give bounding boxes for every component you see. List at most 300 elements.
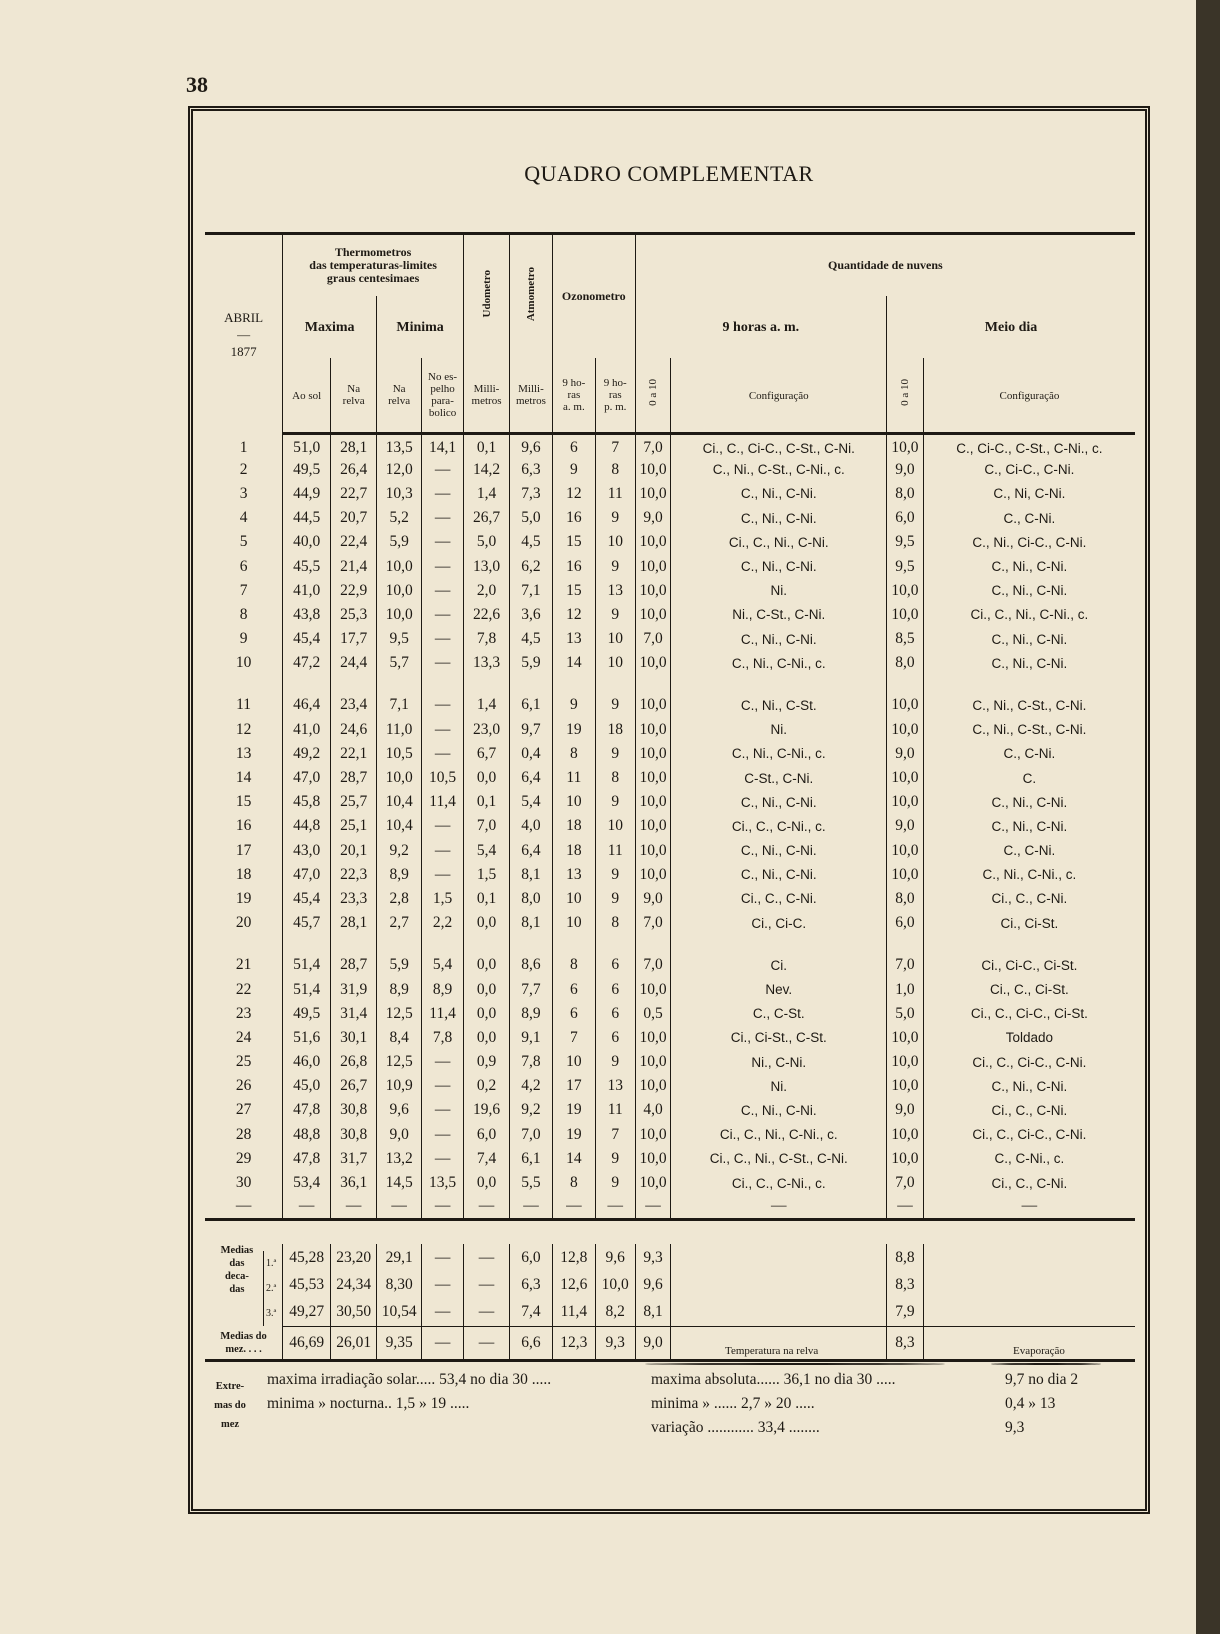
month-label: ABRIL — [224, 309, 264, 325]
table-row — [205, 458, 1135, 482]
table-cell: Ci., C., C-Ni. — [671, 887, 887, 911]
table-cell: C., Ni., C-St., C-Ni., c. — [671, 458, 887, 482]
table-cell: 7,3 — [510, 482, 553, 506]
table-cell: 14 — [235, 769, 252, 787]
table-cell: Ci., C., Ci-C., C-St., C-Ni. — [671, 434, 887, 458]
table-cell: 5,9 — [510, 651, 553, 675]
medias-cell: 6,3 — [510, 1272, 553, 1299]
table-cell: 45,8 — [283, 790, 331, 814]
table-cell: Toldado — [923, 1026, 1135, 1050]
table-cell: 18 — [595, 718, 635, 742]
table-cell: Ci., C., C-Ni., c. — [671, 1171, 887, 1195]
table-cell: 19 — [552, 718, 595, 742]
table-cell: 9 — [595, 887, 635, 911]
oz-pm-3: p. m. — [604, 400, 627, 413]
group-gap — [205, 935, 1135, 953]
table-cell: 10,0 — [887, 434, 924, 458]
table-cell: 6,3 — [510, 458, 553, 482]
sep-cell — [422, 1219, 464, 1244]
table-row — [205, 482, 1135, 506]
table-cell: 28,1 — [331, 911, 377, 935]
table-cell: C., Ci-C., C-St., C-Ni., c. — [923, 434, 1135, 458]
table-cell: 7,1 — [377, 693, 422, 717]
table-cell: C., Ni., C-Ni. — [923, 1074, 1135, 1098]
medias-cell: 49,27 — [283, 1299, 331, 1326]
table-cell: 0,2 — [464, 1074, 510, 1098]
table-cell: 9 — [552, 458, 595, 482]
table-row — [205, 977, 1135, 1001]
table-cell: 13 — [552, 627, 595, 651]
table-cell: 13,3 — [464, 651, 510, 675]
table-cell: 10 — [595, 651, 635, 675]
table-cell: 10,0 — [635, 579, 671, 603]
table-cell: 9,6 — [377, 1098, 422, 1122]
table-row — [205, 1074, 1135, 1098]
table-cell: 20,7 — [331, 506, 377, 530]
medias-cell — [923, 1299, 1135, 1326]
table-cell: 10,0 — [887, 693, 924, 717]
table-cell: Ni., C-St., C-Ni. — [671, 603, 887, 627]
sep-cell — [887, 1219, 924, 1244]
daily-rows — [205, 434, 1135, 1220]
col-am-0a10 — [635, 358, 671, 434]
table-cell: 26,7 — [331, 1074, 377, 1098]
table-cell: 2,7 — [377, 911, 422, 935]
table-cell: C., Ci-C., C-Ni. — [923, 458, 1135, 482]
medias-cell — [671, 1272, 887, 1299]
table-cell: — — [422, 651, 464, 675]
nine-am-header — [635, 296, 886, 358]
table-cell: 0,0 — [464, 1026, 510, 1050]
table-cell: 25,1 — [331, 814, 377, 838]
table-cell: 7,0 — [635, 434, 671, 458]
table-cell: 5,9 — [377, 953, 422, 977]
table-cell: 21 — [235, 956, 252, 974]
table-cell: 5,0 — [464, 530, 510, 554]
table-cell: 43,8 — [283, 603, 331, 627]
table-cell: 8,0 — [887, 482, 924, 506]
medias-mez-cell: 8,3 — [887, 1326, 924, 1360]
table-cell: 10,0 — [635, 742, 671, 766]
extreme-line-3-right: 9,3 — [1005, 1419, 1025, 1436]
table-cell: 9,6 — [510, 434, 553, 458]
table-cell: 8,9 — [422, 977, 464, 1001]
table-cell: 10,0 — [635, 1074, 671, 1098]
table-cell: 17 — [552, 1074, 595, 1098]
table-cell: 10,0 — [887, 1147, 924, 1171]
table-cell: 10 — [552, 1050, 595, 1074]
table-cell: 13,5 — [377, 434, 422, 458]
minima-label: Minima — [396, 319, 444, 335]
espelho-2: pelho — [430, 382, 455, 395]
table-row — [205, 1050, 1135, 1074]
table-cell: 2 — [239, 460, 248, 478]
table-cell: C., Ni., C-Ni. — [923, 790, 1135, 814]
col-ao-sol-label: Ao sol — [292, 389, 322, 402]
table-cell: Ci., Ci-St. — [923, 911, 1135, 935]
decade-mark: 2.ª — [265, 1283, 277, 1295]
table-cell: Ci., Ci-St., C-St. — [671, 1026, 887, 1050]
medias-cell: 11,4 — [552, 1299, 595, 1326]
atmo-mm-1: Milli- — [518, 382, 544, 395]
table-cell: 10,3 — [377, 482, 422, 506]
table-cell: 47,2 — [283, 651, 331, 675]
udometro-header — [464, 234, 510, 358]
dash-cell: — — [377, 1195, 422, 1219]
table-cell: 15 — [552, 530, 595, 554]
oz-am-1: 9 ho- — [562, 376, 586, 389]
medias-mez-cell: — — [464, 1326, 510, 1360]
table-cell: C., Ni., C-St. — [671, 693, 887, 717]
medias-cell: 8,1 — [635, 1299, 671, 1326]
table-cell: 7,0 — [635, 953, 671, 977]
table-row — [205, 718, 1135, 742]
table-cell: 10,0 — [377, 579, 422, 603]
table-cell: 10,0 — [635, 790, 671, 814]
table-cell: C., C-Ni., c. — [923, 1147, 1135, 1171]
table-cell: 1,4 — [464, 693, 510, 717]
gap-cell — [635, 935, 671, 953]
table-cell: 6,4 — [510, 839, 553, 863]
table-cell: 10,0 — [635, 839, 671, 863]
table-cell: 19 — [552, 1098, 595, 1122]
table-cell: C., Ni., C-Ni., c. — [671, 651, 887, 675]
decade-marks — [263, 1251, 276, 1326]
midday-header — [887, 296, 1135, 358]
table-cell: — — [422, 627, 464, 651]
gap-cell — [377, 675, 422, 693]
na-relva-1a: Na — [347, 382, 361, 395]
medias-cell: 10,0 — [595, 1272, 635, 1299]
gap-cell — [331, 675, 377, 693]
table-cell: 1,4 — [464, 482, 510, 506]
table-cell: 10,0 — [887, 766, 924, 790]
table-cell: — — [422, 506, 464, 530]
table-cell: 11 — [552, 766, 595, 790]
table-cell: 7,8 — [422, 1026, 464, 1050]
table-cell: 1,0 — [887, 977, 924, 1001]
oz-pm-1: 9 ho- — [603, 376, 627, 389]
table-cell: 7 — [552, 1026, 595, 1050]
table-cell: 28 — [235, 1125, 252, 1143]
table-cell: C., Ni., C-St., C-Ni. — [923, 718, 1135, 742]
table-cell: Ci., C., C-Ni. — [923, 887, 1135, 911]
sep-cell — [510, 1219, 553, 1244]
extremes-label-2: mas do — [214, 1400, 246, 1411]
medias-mez-line: mez. . . . — [225, 1343, 262, 1355]
table-cell: 47,0 — [283, 863, 331, 887]
espelho-4: bolico — [428, 406, 457, 419]
table-cell: 24,6 — [331, 718, 377, 742]
table-cell: 45,5 — [283, 554, 331, 578]
clouds-label: Quantidade de nuvens — [827, 258, 943, 273]
table-cell: 24 — [235, 1028, 252, 1046]
medias-mez-cell: 9,3 — [595, 1326, 635, 1360]
table-cell: 6,1 — [510, 693, 553, 717]
table-cell: 11 — [595, 839, 635, 863]
table-cell: 10,0 — [635, 863, 671, 887]
table-cell: 23 — [235, 1004, 252, 1022]
medias-cell: 10,54 — [377, 1299, 422, 1326]
espelho-3: para- — [431, 394, 454, 407]
medias-cell: — — [422, 1299, 464, 1326]
table-row — [205, 554, 1135, 578]
table-cell: 9 — [239, 630, 248, 648]
table-cell: C., Ni., C-Ni. — [671, 554, 887, 578]
table-cell: 4,2 — [510, 1074, 553, 1098]
table-cell: 4,0 — [635, 1098, 671, 1122]
table-cell: 9 — [595, 506, 635, 530]
table-cell: 36,1 — [331, 1171, 377, 1195]
dash-cell: — — [923, 1195, 1135, 1219]
table-cell: 5,4 — [510, 790, 553, 814]
dash-cell: — — [510, 1195, 553, 1219]
table-cell: 9 — [552, 693, 595, 717]
table-cell: 0,4 — [510, 742, 553, 766]
table-cell: 22,3 — [331, 863, 377, 887]
table-cell: 8 — [552, 953, 595, 977]
table-cell: C., Ni., C-Ni., c. — [671, 742, 887, 766]
table-cell: Ci., C., Ci-C., C-Ni. — [923, 1050, 1135, 1074]
na-relva-2a: Na — [392, 382, 406, 395]
table-cell: 8 — [552, 742, 595, 766]
sep-cell — [595, 1219, 635, 1244]
medias-cell: 8,3 — [887, 1272, 924, 1299]
table-row — [205, 814, 1135, 838]
table-cell: 9,7 — [510, 718, 553, 742]
table-cell: 10,0 — [635, 1123, 671, 1147]
table-cell: 14 — [552, 1147, 595, 1171]
table-cell: 5,7 — [377, 651, 422, 675]
dash-cell: — — [595, 1195, 635, 1219]
atmo-mm-2: metros — [515, 394, 546, 407]
table-cell: 10,0 — [887, 603, 924, 627]
table-cell: 22,9 — [331, 579, 377, 603]
table-cell: 9,0 — [887, 742, 924, 766]
table-cell: C. — [923, 766, 1135, 790]
temp-relva-brace — [645, 1363, 945, 1365]
table-row — [205, 766, 1135, 790]
table-cell: 23,3 — [331, 887, 377, 911]
gap-cell — [510, 675, 553, 693]
medias-cell: 29,1 — [377, 1244, 422, 1271]
table-cell: 7 — [595, 434, 635, 458]
medias-label-line: das — [229, 1258, 245, 1270]
table-cell: 10,0 — [887, 1050, 924, 1074]
table-cell: 1 — [239, 438, 248, 456]
medias-decade-row — [205, 1244, 1135, 1271]
table-cell: Ci., C., Ci-C., C-Ni. — [923, 1123, 1135, 1147]
thermometer-group-header — [283, 234, 464, 296]
table-cell: 7,0 — [635, 911, 671, 935]
table-cell: 18 — [552, 814, 595, 838]
table-cell: 26,8 — [331, 1050, 377, 1074]
medias-mez-cell: 26,01 — [331, 1326, 377, 1360]
table-cell: 13,2 — [377, 1147, 422, 1171]
table-row — [205, 693, 1135, 717]
medias-cell: 9,6 — [635, 1272, 671, 1299]
udo-mm-1: Milli- — [473, 382, 500, 395]
table-row — [205, 839, 1135, 863]
table-cell: — — [422, 1147, 464, 1171]
table-cell: 19 — [235, 889, 252, 907]
table-cell: Ci., C., Ni., C-St., C-Ni. — [671, 1147, 887, 1171]
am-config-label: Configuração — [748, 389, 809, 402]
table-cell: — — [422, 603, 464, 627]
table-cell: 0,1 — [464, 434, 510, 458]
table-cell: C., Ni., C-Ni. — [671, 627, 887, 651]
extreme-line-1-mid: maxima absoluta...... 36,1 no dia 30 ..... — [651, 1371, 896, 1388]
table-cell: 7,0 — [635, 627, 671, 651]
dash-cell: — — [635, 1195, 671, 1219]
gap-cell — [635, 675, 671, 693]
table-cell: 9 — [595, 790, 635, 814]
table-cell: 44,8 — [283, 814, 331, 838]
na-relva-1b: relva — [342, 394, 365, 407]
medias-cell — [671, 1299, 887, 1326]
sep-cell — [923, 1219, 1135, 1244]
table-cell: 9 — [595, 863, 635, 887]
table-cell: 7,0 — [510, 1123, 553, 1147]
table-cell: 8,1 — [510, 863, 553, 887]
table-cell: 10 — [552, 790, 595, 814]
table-cell: C., Ni., C-Ni., c. — [923, 863, 1135, 887]
table-cell: 30,1 — [331, 1026, 377, 1050]
table-cell: 10,4 — [377, 790, 422, 814]
table-cell: 47,0 — [283, 766, 331, 790]
table-cell: 17 — [235, 841, 252, 859]
table-row — [205, 953, 1135, 977]
table-cell: 45,4 — [283, 887, 331, 911]
table-cell: 14,5 — [377, 1171, 422, 1195]
table-cell: C., Ni., C-Ni. — [923, 627, 1135, 651]
table-cell: 30 — [235, 1174, 252, 1192]
table-cell: Ni., C-Ni. — [671, 1050, 887, 1074]
table-cell: — — [422, 1050, 464, 1074]
table-row — [205, 530, 1135, 554]
table-cell: 16 — [552, 506, 595, 530]
table-cell: C., Ni., C-Ni. — [923, 579, 1135, 603]
table-cell: 9,0 — [635, 506, 671, 530]
gap-cell — [422, 675, 464, 693]
table-cell: 9 — [595, 742, 635, 766]
col-na-relva-min — [377, 358, 422, 434]
table-cell: 7,7 — [510, 977, 553, 1001]
table-cell: Ci., Ci-C. — [671, 911, 887, 935]
table-cell: 25,3 — [331, 603, 377, 627]
extremes-label-3: mez — [220, 1419, 240, 1430]
table-cell: 4,0 — [510, 814, 553, 838]
table-cell: 6 — [552, 434, 595, 458]
table-row — [205, 1026, 1135, 1050]
table-cell: 10,0 — [635, 458, 671, 482]
medias-cell: — — [464, 1272, 510, 1299]
gap-cell — [377, 935, 422, 953]
table-cell: 44,5 — [283, 506, 331, 530]
table-cell: 19,6 — [464, 1098, 510, 1122]
table-cell: 10 — [235, 654, 252, 672]
table-cell: 26,4 — [331, 458, 377, 482]
ozonometro-header — [552, 234, 635, 358]
gap-cell — [923, 675, 1135, 693]
table-cell: 2,8 — [377, 887, 422, 911]
table-cell: 6 — [595, 977, 635, 1001]
table-cell: 10,0 — [887, 1026, 924, 1050]
table-cell: 8,0 — [887, 651, 924, 675]
table-cell: 49,5 — [283, 458, 331, 482]
extremes-label — [205, 1377, 255, 1434]
table-row — [205, 434, 1135, 458]
table-cell: 40,0 — [283, 530, 331, 554]
dash-cell: — — [887, 1195, 924, 1219]
table-cell: 8 — [552, 1171, 595, 1195]
table-cell: — — [422, 482, 464, 506]
table-cell: 11,0 — [377, 718, 422, 742]
table-cell: 12 — [552, 603, 595, 627]
table-cell: 47,8 — [283, 1098, 331, 1122]
table-frame — [188, 106, 1150, 1514]
table-cell: 7,8 — [464, 627, 510, 651]
table-cell: 13 — [552, 863, 595, 887]
espelho-1: No es- — [428, 370, 458, 383]
table-cell: 3 — [239, 484, 248, 502]
table-cell: 9,0 — [377, 1123, 422, 1147]
dash-cell: — — [283, 1195, 331, 1219]
gap-cell — [595, 675, 635, 693]
extreme-line-2-mid: minima » ...... 2,7 » 20 ..... — [651, 1395, 815, 1412]
table-cell: 24,4 — [331, 651, 377, 675]
table-row — [205, 506, 1135, 530]
table-cell: C., Ni, C-Ni. — [923, 482, 1135, 506]
atmometro-label: Atmometro — [524, 266, 537, 321]
dash-cell: — — [331, 1195, 377, 1219]
table-cell: 23,4 — [331, 693, 377, 717]
table-cell: — — [422, 1123, 464, 1147]
table-cell: 17,7 — [331, 627, 377, 651]
oz-am-3: a. m. — [563, 400, 585, 413]
table-cell: — — [422, 718, 464, 742]
group-gap — [205, 675, 1135, 693]
table-cell: C., Ni., C-Ni. — [923, 814, 1135, 838]
sep-cell — [635, 1219, 671, 1244]
table-cell: 27 — [235, 1101, 252, 1119]
table-cell: 8,0 — [887, 887, 924, 911]
table-cell: 11,4 — [422, 790, 464, 814]
table-cell: 2,0 — [464, 579, 510, 603]
table-cell: Ni. — [671, 1074, 887, 1098]
table-cell: 7,4 — [464, 1147, 510, 1171]
table-cell: 22,6 — [464, 603, 510, 627]
table-cell: 11 — [595, 482, 635, 506]
table-cell: 5,4 — [422, 953, 464, 977]
sep-cell — [552, 1219, 595, 1244]
table-cell: 6 — [239, 557, 248, 575]
table-cell: 0,0 — [464, 766, 510, 790]
medias-cell: 30,50 — [331, 1299, 377, 1326]
table-cell: 6 — [552, 1002, 595, 1026]
table-cell: 0,1 — [464, 887, 510, 911]
table-cell: 6 — [595, 953, 635, 977]
table-cell: 10,0 — [635, 1171, 671, 1195]
gap-cell — [464, 935, 510, 953]
table-cell: 0,0 — [464, 911, 510, 935]
table-cell: 13,5 — [422, 1171, 464, 1195]
table-cell: 46,4 — [283, 693, 331, 717]
dash-cell: — — [552, 1195, 595, 1219]
table-cell: 8 — [595, 458, 635, 482]
page-edge — [1196, 0, 1208, 1634]
table-cell: 8 — [595, 911, 635, 935]
